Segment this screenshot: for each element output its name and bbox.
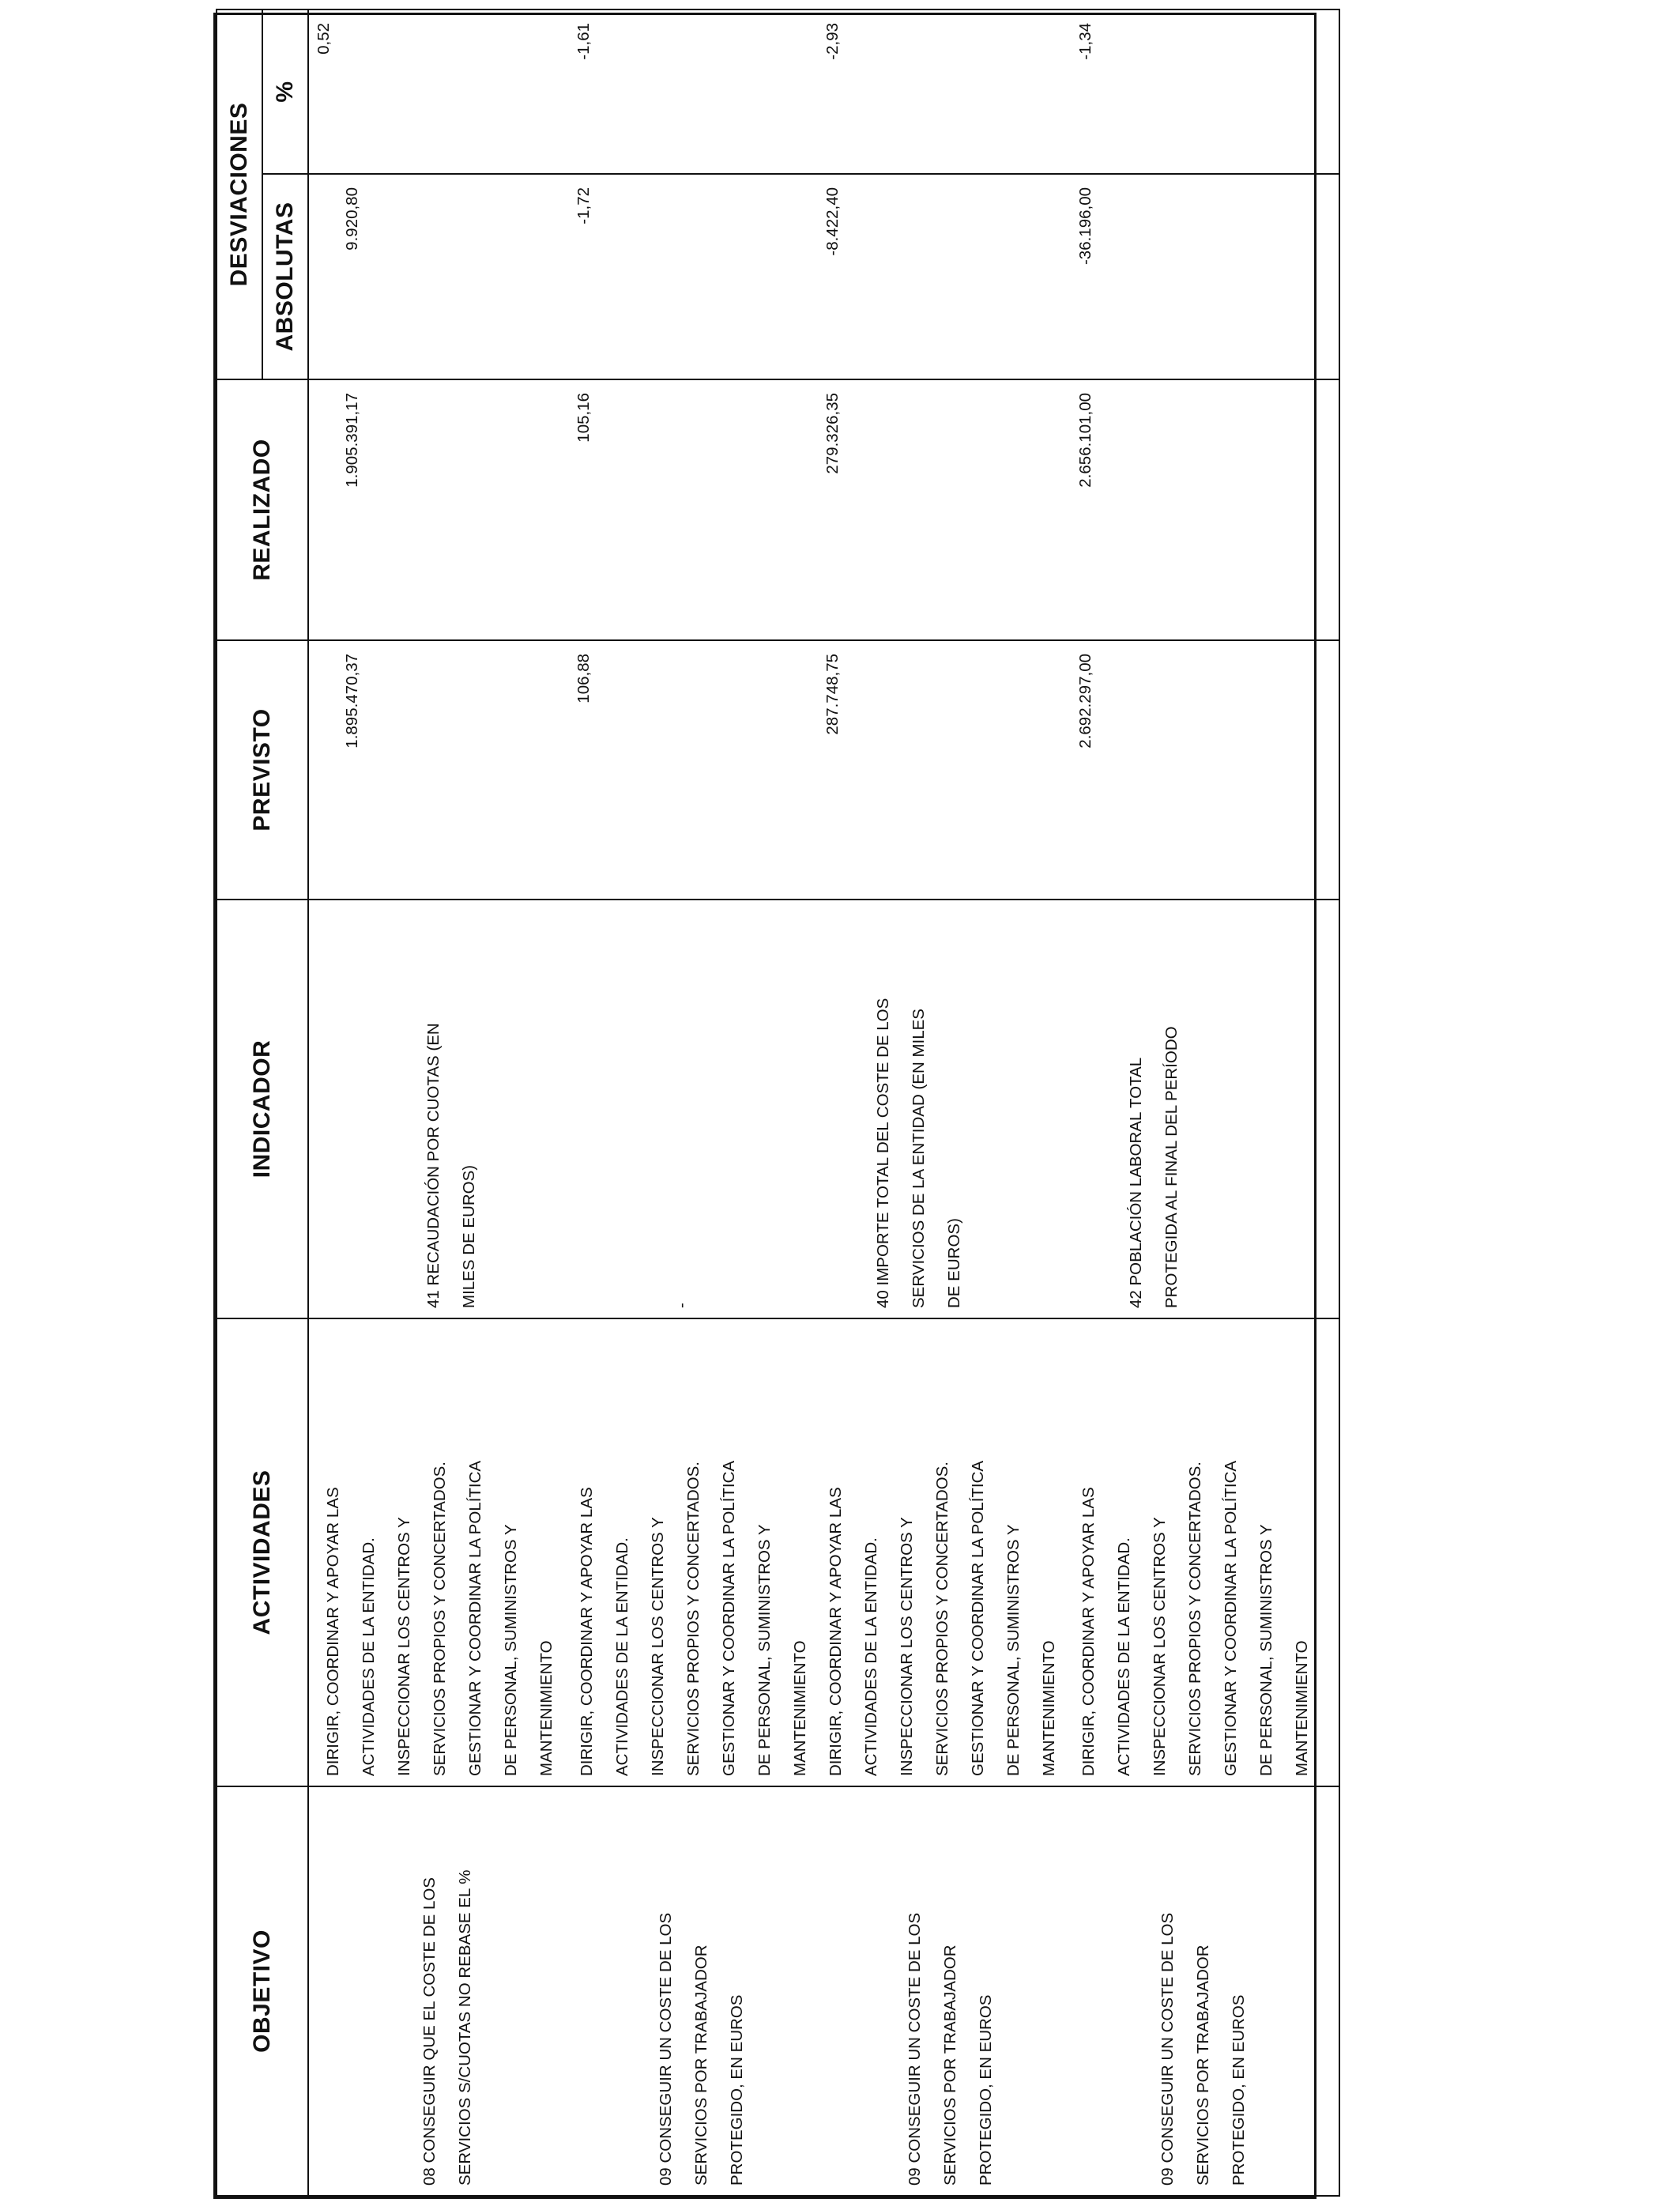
porcentaje-value: -1,34 [1071, 9, 1339, 174]
objetivo-cell [818, 1786, 1071, 2196]
header-actividades: ACTIVIDADES [217, 1318, 308, 1786]
indicador-cell-line: DE EUROS) [945, 1218, 963, 1308]
actividades-cell-line: SERVICIOS PROPIOS Y CONCERTADOS. [684, 1462, 703, 1776]
absolutas-value: -36.196,00 [1071, 174, 1339, 379]
previsto-value: 106,88 [569, 640, 818, 900]
porcentaje-value: 0,52 [308, 9, 569, 174]
actividades-cell-line: MANTENIMIENTO [1040, 1640, 1058, 1776]
actividades-cell-line: GESTIONAR Y COORDINAR LA POLÍTICA [466, 1460, 484, 1776]
objetivo-cell [1071, 1786, 1339, 2196]
indicador-cell-line: SERVICIOS DE LA ENTIDAD (EN MILES [910, 1009, 928, 1308]
actividades-cell-line: GESTIONAR Y COORDINAR LA POLÍTICA [1222, 1460, 1240, 1776]
realizado-value: 1.905.391,17 [308, 379, 569, 640]
table-row [818, 9, 1071, 2196]
previsto-value: 287.748,75 [818, 640, 1071, 900]
indicador-cell-line: 42 POBLACIÓN LABORAL TOTAL [1127, 1057, 1145, 1308]
objetivo-cell-line: PROTEGIDO, EN EUROS [1230, 1994, 1248, 2186]
indicador-cell-line: PROTEGIDA AL FINAL DEL PERÍODO [1162, 1026, 1181, 1308]
porcentaje-value: -2,93 [818, 9, 1071, 174]
objetivo-cell-line: 09 CONSEGUIR UN COSTE DE LOS [1158, 1912, 1177, 2186]
table-row [1071, 9, 1339, 2196]
actividades-cell-line: INSPECCIONAR LOS CENTROS Y [898, 1517, 916, 1776]
table-row [308, 9, 569, 2196]
actividades-cell-line: DE PERSONAL, SUMINISTROS Y [1257, 1524, 1275, 1776]
indicador-cell [1071, 900, 1339, 1318]
objetivo-cell-line: PROTEGIDO, EN EUROS [728, 1994, 746, 2186]
actividades-cell-line: DE PERSONAL, SUMINISTROS Y [755, 1524, 774, 1776]
objetivo-cell-line: SERVICIOS POR TRABAJADOR [941, 1944, 959, 2186]
indicador-cell-line: 41 RECAUDACIÓN POR CUOTAS (EN [424, 1023, 443, 1308]
actividades-cell-line: ACTIVIDADES DE LA ENTIDAD. [613, 1537, 631, 1776]
objetivo-cell-line: SERVICIOS POR TRABAJADOR [692, 1944, 710, 2186]
actividades-cell-line: MANTENIMIENTO [537, 1640, 556, 1776]
indicador-cell [308, 900, 569, 1318]
actividades-cell-line: ACTIVIDADES DE LA ENTIDAD. [862, 1537, 880, 1776]
header-porcentaje: % [262, 9, 308, 174]
indicador-cell [569, 900, 818, 1318]
objetivo-cell-line: SERVICIOS S/CUOTAS NO REBASE EL % [456, 1869, 474, 2186]
indicador-cell [818, 900, 1071, 1318]
actividades-cell-line: SERVICIOS PROPIOS Y CONCERTADOS. [431, 1462, 449, 1776]
header-absolutas: ABSOLUTAS [262, 174, 308, 379]
previsto-value: 1.895.470,37 [308, 640, 569, 900]
actividades-cell-line: DIRIGIR, COORDINAR Y APOYAR LAS [827, 1487, 845, 1776]
table-row [569, 9, 818, 2196]
actividades-cell-line: SERVICIOS PROPIOS Y CONCERTADOS. [1186, 1462, 1204, 1776]
actividades-cell-line: INSPECCIONAR LOS CENTROS Y [1151, 1517, 1169, 1776]
objetivo-cell [569, 1786, 818, 2196]
porcentaje-value: -1,61 [569, 9, 818, 174]
actividades-cell-line: DE PERSONAL, SUMINISTROS Y [1004, 1524, 1023, 1776]
realizado-value: 2.656.101,00 [1071, 379, 1339, 640]
objetivo-cell-line: 09 CONSEGUIR UN COSTE DE LOS [657, 1912, 675, 2186]
actividades-cell-line: ACTIVIDADES DE LA ENTIDAD. [1115, 1537, 1133, 1776]
objectives-table [216, 9, 1340, 2197]
actividades-cell-line: MANTENIMIENTO [1293, 1640, 1311, 1776]
realizado-value: 279.326,35 [818, 379, 1071, 640]
actividades-cell-line: DIRIGIR, COORDINAR Y APOYAR LAS [1079, 1487, 1098, 1776]
actividades-cell-line: DE PERSONAL, SUMINISTROS Y [502, 1524, 520, 1776]
actividades-cell-line: DIRIGIR, COORDINAR Y APOYAR LAS [578, 1487, 596, 1776]
actividades-cell-line: INSPECCIONAR LOS CENTROS Y [395, 1517, 413, 1776]
objectives-table-page [213, 13, 1317, 2199]
previsto-value: 2.692.297,00 [1071, 640, 1339, 900]
header-realizado: REALIZADO [217, 379, 308, 640]
actividades-cell [308, 1318, 569, 1786]
actividades-cell-line: GESTIONAR Y COORDINAR LA POLÍTICA [720, 1460, 738, 1776]
actividades-cell-line: INSPECCIONAR LOS CENTROS Y [649, 1517, 667, 1776]
actividades-cell-line: ACTIVIDADES DE LA ENTIDAD. [360, 1537, 378, 1776]
header-previsto: PREVISTO [217, 640, 308, 900]
realizado-value: 105,16 [569, 379, 818, 640]
objetivo-cell [308, 1786, 569, 2196]
actividades-cell-line: MANTENIMIENTO [791, 1640, 809, 1776]
actividades-cell-line: SERVICIOS PROPIOS Y CONCERTADOS. [933, 1462, 951, 1776]
header-objetivo: OBJETIVO [217, 1786, 308, 2196]
header-desviaciones: DESVIACIONES [217, 9, 262, 379]
actividades-cell-line: GESTIONAR Y COORDINAR LA POLÍTICA [969, 1460, 987, 1776]
actividades-cell [1071, 1318, 1339, 1786]
absolutas-value: 9.920,80 [308, 174, 569, 379]
indicador-cell-line: 40 IMPORTE TOTAL DEL COSTE DE LOS [874, 998, 892, 1308]
actividades-cell [569, 1318, 818, 1786]
actividades-cell-line: DIRIGIR, COORDINAR Y APOYAR LAS [324, 1487, 342, 1776]
objetivo-cell-line: 08 CONSEGUIR QUE EL COSTE DE LOS [420, 1877, 439, 2186]
absolutas-value: -1,72 [569, 174, 818, 379]
table-body [308, 9, 1339, 2196]
absolutas-value: -8.422,40 [818, 174, 1071, 379]
indicador-cell-line: - [672, 1303, 691, 1308]
header-indicador: INDICADOR [217, 900, 308, 1318]
indicador-cell-line: MILES DE EUROS) [460, 1164, 478, 1308]
objetivo-cell-line: PROTEGIDO, EN EUROS [977, 1994, 995, 2186]
actividades-cell [818, 1318, 1071, 1786]
objetivo-cell-line: 09 CONSEGUIR UN COSTE DE LOS [906, 1912, 924, 2186]
objetivo-cell-line: SERVICIOS POR TRABAJADOR [1194, 1944, 1212, 2186]
